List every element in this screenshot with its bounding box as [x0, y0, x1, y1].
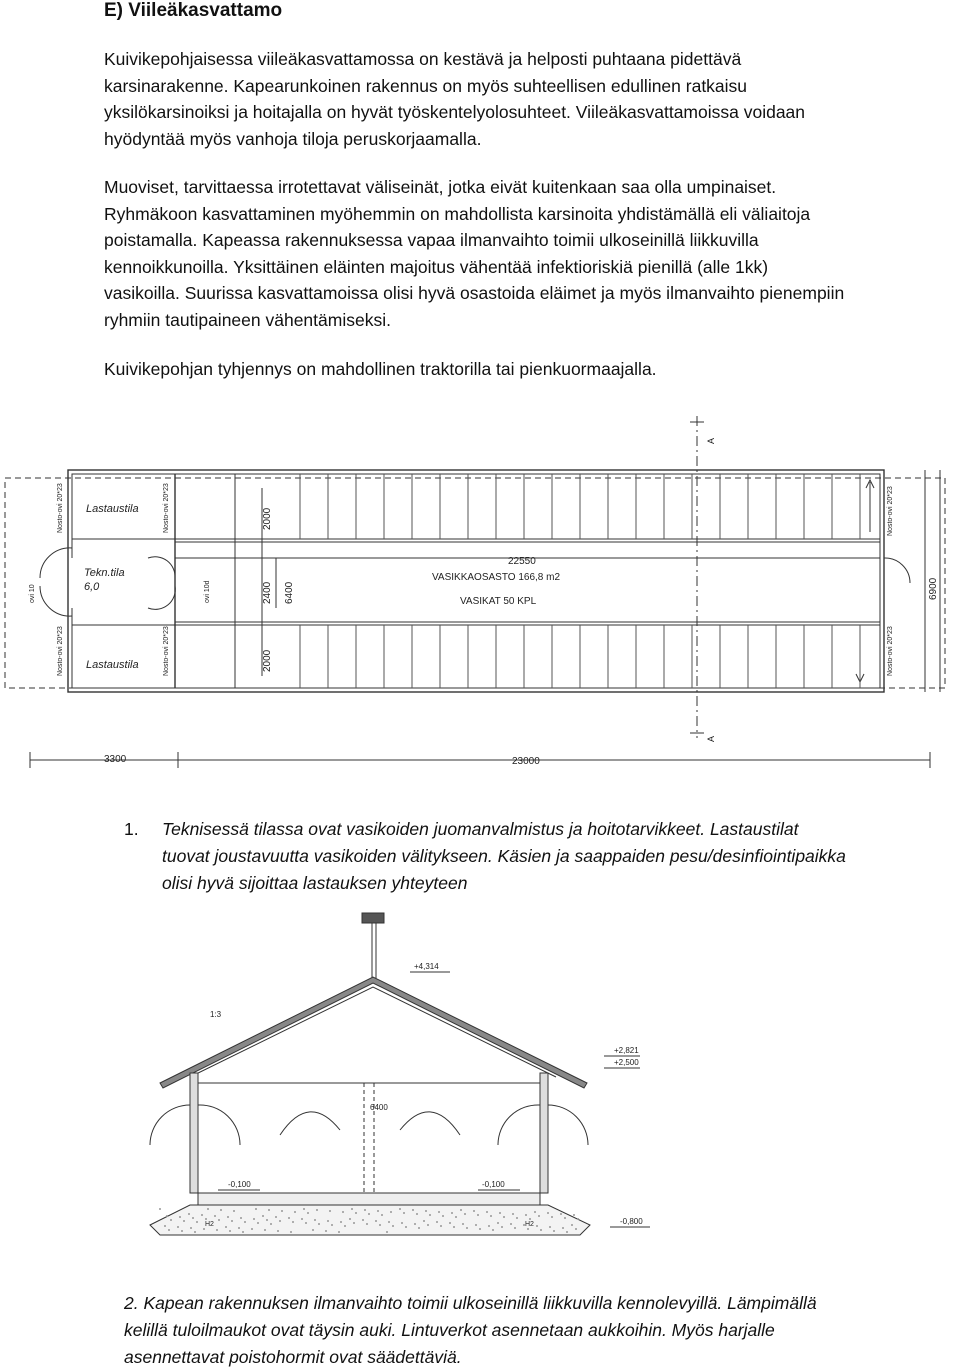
section-marker-bottom: A: [706, 735, 716, 742]
gravel-dot: [179, 1216, 181, 1218]
gravel-dot: [355, 1212, 357, 1214]
gravel-dot: [268, 1209, 270, 1211]
gravel-dot: [464, 1213, 466, 1215]
gravel-dot: [253, 1218, 255, 1220]
gravel-dot: [275, 1216, 277, 1218]
gravel-dot: [527, 1228, 529, 1230]
gravel-dot: [375, 1220, 377, 1222]
gravel-dot: [177, 1226, 179, 1228]
roof-slope: 1:3: [210, 1010, 222, 1019]
gravel-dot: [388, 1221, 390, 1223]
calf-count-label: VASIKAT 50 KPL: [460, 596, 537, 607]
gravel-dot: [262, 1215, 264, 1217]
foundation-level: -0,800: [620, 1217, 643, 1226]
gravel-dot: [170, 1219, 172, 1221]
gravel-dot: [266, 1219, 268, 1221]
gravel-dot: [466, 1227, 468, 1229]
gravel-dot: [290, 1231, 292, 1233]
gravel-dot: [566, 1231, 568, 1233]
gravel-dot: [349, 1218, 351, 1220]
text-line: tuovat joustavuutta vasikoiden välitykseen. Käsien ja saappaiden pesu/desinfiointipaikka: [162, 846, 846, 866]
gravel-dot: [244, 1221, 246, 1223]
gravel-dot: [353, 1222, 355, 1224]
gravel-dot: [368, 1213, 370, 1215]
gravel-dot: [503, 1216, 505, 1218]
gravel-dot: [307, 1212, 309, 1214]
gravel-dot: [166, 1215, 168, 1217]
text-line: Ryhmäkoon kasvattaminen myöhemmin on mahdollista karsinoita yhdistämällä eli väliaitoja: [104, 203, 811, 224]
gravel-dot: [423, 1220, 425, 1222]
door-small-left: ovi 10: [29, 584, 36, 603]
gravel-dot: [436, 1221, 438, 1223]
gravel-dot: [168, 1229, 170, 1231]
gravel-dot: [560, 1213, 562, 1215]
tech-room-area: 6,0: [84, 581, 100, 593]
floor-level-right: -0,100: [482, 1180, 505, 1189]
dim-2000-bottom: 2000: [262, 649, 273, 672]
dim-6400: 6400: [284, 581, 295, 604]
gravel-dot: [514, 1227, 516, 1229]
section-width: 6400: [370, 1103, 388, 1112]
room-top-label: Lastaustila: [86, 503, 139, 515]
text-line: kennoikkunoilla. Yksittäinen eläinten majoitus vähentää infektioriskiä pienillä (alle 1kk): [104, 256, 769, 277]
gravel-dot: [425, 1210, 427, 1212]
gravel-dot: [318, 1223, 320, 1225]
gravel-dot: [225, 1226, 227, 1228]
gravel-dot: [575, 1228, 577, 1230]
gravel-dot: [490, 1215, 492, 1217]
door-small-right: ovi 10d: [204, 580, 211, 603]
floor-level-left: -0,100: [228, 1180, 251, 1189]
text-line: ryhmiin tautipaineen vähentämiseksi.: [104, 309, 391, 330]
level-eave-high: +2,821: [614, 1046, 639, 1055]
gravel-dot: [449, 1222, 451, 1224]
gravel-dot: [194, 1231, 196, 1233]
gravel-dot: [366, 1223, 368, 1225]
gravel-dot: [214, 1215, 216, 1217]
gravel-dot: [562, 1227, 564, 1229]
gravel-dot: [492, 1229, 494, 1231]
gravel-dot: [227, 1216, 229, 1218]
door-label: Nosto-ovi 20*23: [887, 486, 894, 536]
room-bottom-label: Lastaustila: [86, 659, 139, 671]
gravel-dot: [525, 1214, 527, 1216]
gravel-dot: [331, 1224, 333, 1226]
gravel-dot: [477, 1214, 479, 1216]
gravel-dot: [312, 1229, 314, 1231]
gravel-dot: [281, 1210, 283, 1212]
gravel-dot: [255, 1208, 257, 1210]
gravel-dot: [453, 1226, 455, 1228]
gravel-dot: [501, 1226, 503, 1228]
gravel-dot: [462, 1223, 464, 1225]
gravel-dot: [510, 1223, 512, 1225]
level-ridge: +4,314: [414, 962, 439, 971]
gravel-dot: [338, 1231, 340, 1233]
gravel-dot: [412, 1209, 414, 1211]
gravel-dot: [534, 1211, 536, 1213]
caption-1: [124, 816, 960, 897]
text-line: asennettavat poistohormit ovat säädettäviä.: [124, 1347, 462, 1367]
gravel-dot: [516, 1217, 518, 1219]
gravel-dot: [257, 1222, 259, 1224]
gravel-dot: [362, 1219, 364, 1221]
gravel-dot: [325, 1230, 327, 1232]
gravel-dot: [473, 1210, 475, 1212]
text-line: poistamalla. Kapeassa rakennuksessa vapaa ilmanvaihto toimii ulkoseinillä liikkuvilla: [104, 230, 759, 250]
gravel-dot: [192, 1217, 194, 1219]
gravel-dot: [188, 1213, 190, 1215]
gravel-dot: [564, 1217, 566, 1219]
dim-6900: 6900: [928, 577, 939, 600]
gravel-dot: [475, 1224, 477, 1226]
gravel-dot: [233, 1210, 235, 1212]
gravel-dot: [220, 1209, 222, 1211]
gravel-dot: [497, 1222, 499, 1224]
gravel-dot: [231, 1220, 233, 1222]
gravel-dot: [305, 1222, 307, 1224]
gravel-dot: [329, 1210, 331, 1212]
gravel-dot: [401, 1222, 403, 1224]
gravel-dot: [229, 1230, 231, 1232]
door-label: Nosto-ovi 20*23: [887, 626, 894, 676]
gravel-dot: [316, 1209, 318, 1211]
gravel-dot: [571, 1224, 573, 1226]
section-marker-top: A: [706, 437, 716, 444]
floor-plan-drawing: [0, 408, 960, 780]
text-line: Kuivikepohjaisessa viileäkasvattamossa on kestävä ja helposti puhtaana pidettävä: [104, 49, 742, 69]
gravel-dot: [264, 1229, 266, 1231]
paragraph-1: [104, 46, 934, 152]
gravel-dot: [438, 1211, 440, 1213]
gravel-dot: [207, 1208, 209, 1210]
gravel-dot: [190, 1227, 192, 1229]
gravel-dot: [553, 1230, 555, 1232]
gravel-dot: [351, 1208, 353, 1210]
gravel-dot: [386, 1231, 388, 1233]
gravel-dot: [418, 1227, 420, 1229]
gravel-dot: [218, 1219, 220, 1221]
gravel-dot: [442, 1215, 444, 1217]
label-right: H2: [525, 1221, 534, 1228]
dim-23000: 23000: [512, 756, 540, 767]
text-line: Teknisessä tilassa ovat vasikoiden juomanvalmistus ja hoitotarvikkeet. Lastaustilat: [162, 819, 799, 839]
gravel-dot: [279, 1220, 281, 1222]
section-heading: E) Viileäkasvattamo: [104, 0, 283, 21]
gravel-dot: [201, 1214, 203, 1216]
gravel-dot: [479, 1228, 481, 1230]
gravel-dot: [488, 1225, 490, 1227]
gravel-dot: [577, 1218, 579, 1220]
gravel-dot: [377, 1210, 379, 1212]
gravel-dot: [536, 1225, 538, 1227]
text-line: olisi hyvä sijoittaa lastauksen yhteyteen: [162, 873, 468, 893]
text-line: 2. Kapean rakennuksen ilmanvaihto toimii ulkoseinillä liikkuvilla kennolevyillä. Lämpimällä: [124, 1293, 817, 1313]
gravel-dot: [292, 1221, 294, 1223]
gravel-dot: [181, 1230, 183, 1232]
door-label: Nosto-ovi 20*23: [163, 626, 170, 676]
gravel-dot: [288, 1217, 290, 1219]
gravel-dot: [392, 1225, 394, 1227]
cross-section-drawing: [0, 905, 960, 1275]
gravel-dot: [238, 1227, 240, 1229]
gravel-dot: [327, 1220, 329, 1222]
gravel-dot: [303, 1208, 305, 1210]
dim-length-inner: 22550: [508, 556, 536, 567]
text-line: kelillä tuloilmaukot ovat täysin auki. Lintuverkot asennetaan aukkoihin. Myös harjalle: [124, 1320, 775, 1340]
gravel-dot: [399, 1208, 401, 1210]
caption-1-number: 1.: [124, 819, 139, 839]
gravel-dot: [451, 1212, 453, 1214]
gravel-dot: [277, 1230, 279, 1232]
gravel-dot: [203, 1228, 205, 1230]
gravel-dot: [164, 1225, 166, 1227]
door-label: Nosto-ovi 20*23: [57, 626, 64, 676]
gravel-dot: [183, 1220, 185, 1222]
gravel-dot: [251, 1228, 253, 1230]
gravel-dot: [486, 1211, 488, 1213]
text-line: karsinarakenne. Kapearunkoinen rakennus on myös suhteellisen edullinen ratkaisu: [104, 75, 748, 96]
gravel-dot: [364, 1209, 366, 1211]
paragraph-2: [104, 174, 934, 333]
gravel-dot: [529, 1218, 531, 1220]
gravel-dot: [342, 1211, 344, 1213]
door-label: Nosto-ovi 20*23: [57, 483, 64, 533]
gravel-dot: [455, 1216, 457, 1218]
dim-2000-top: 2000: [262, 507, 273, 530]
text-line: Kuivikepohjan tyhjennys on mahdollinen traktorilla tai pienkuormaajalla.: [104, 359, 657, 379]
gravel-dot: [547, 1212, 549, 1214]
calf-section-label: VASIKKAOSASTO 166,8 m2: [432, 572, 561, 583]
gravel-dot: [573, 1214, 575, 1216]
gravel-dot: [429, 1214, 431, 1216]
gravel-dot: [294, 1211, 296, 1213]
gravel-dot: [405, 1226, 407, 1228]
gravel-dot: [549, 1226, 551, 1228]
gravel-dot: [196, 1221, 198, 1223]
gravel-dot: [379, 1224, 381, 1226]
gravel-dot: [416, 1213, 418, 1215]
gravel-dot: [540, 1229, 542, 1231]
gravel-dot: [414, 1223, 416, 1225]
gravel-dot: [344, 1225, 346, 1227]
gravel-dot: [242, 1231, 244, 1233]
gravel-dot: [390, 1211, 392, 1213]
gravel-dot: [499, 1212, 501, 1214]
gravel-dot: [551, 1216, 553, 1218]
gravel-dot: [427, 1224, 429, 1226]
paragraph-3: [104, 356, 934, 383]
gravel-dot: [216, 1229, 218, 1231]
gravel-dot: [240, 1217, 242, 1219]
text-line: hyödyntää myös vanhoja tiloja peruskorjaamalla.: [104, 128, 482, 149]
gravel-dot: [314, 1219, 316, 1221]
label-left: H2: [205, 1221, 214, 1228]
level-eave: +2,500: [614, 1058, 639, 1067]
text-line: yksilökarsinoiksi ja hoitajalla on hyvät työskentelyolosuhteet. Viileäkasvattamoissa voidaan: [104, 102, 806, 122]
text-line: vasikoilla. Suurissa kasvattamoissa olisi hyvä osastoida eläimet ja myös ilmanvaihto pienempiin: [104, 283, 845, 303]
dim-2400: 2400: [262, 581, 273, 604]
gravel-dot: [381, 1214, 383, 1216]
gravel-dot: [440, 1225, 442, 1227]
gravel-dot: [270, 1223, 272, 1225]
gravel-dot: [301, 1218, 303, 1220]
dim-3300: 3300: [104, 754, 127, 765]
tech-room-label: Tekn.tila: [84, 567, 125, 579]
gravel-dot: [159, 1208, 161, 1210]
gravel-dot: [512, 1213, 514, 1215]
gravel-dot: [538, 1215, 540, 1217]
gravel-dot: [460, 1209, 462, 1211]
gravel-dot: [205, 1218, 207, 1220]
gravel-dot: [340, 1221, 342, 1223]
door-label: Nosto-ovi 20*23: [163, 483, 170, 533]
text-line: Muoviset, tarvittaessa irrotettavat väliseinät, jotka eivät kuitenkaan saa olla umpinaiset.: [104, 177, 777, 197]
gravel-dot: [403, 1212, 405, 1214]
caption-2: [124, 1290, 960, 1371]
